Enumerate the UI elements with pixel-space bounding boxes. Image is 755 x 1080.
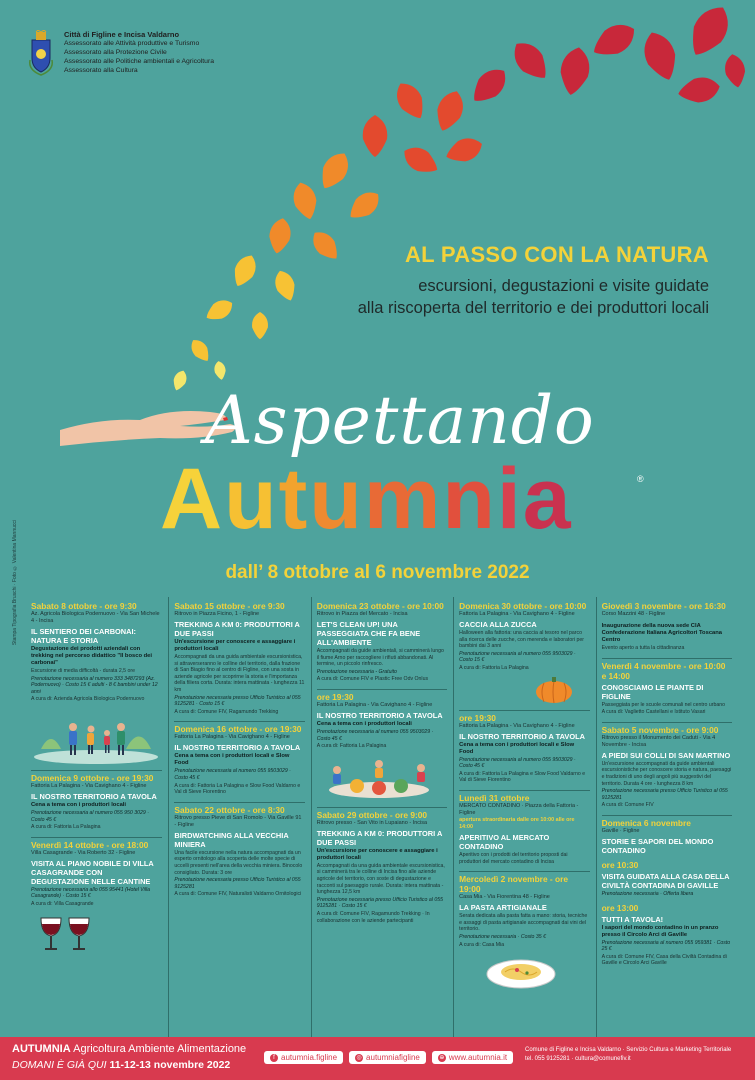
event-title: VISITA GUIDATA ALLA CASA DELLA CIVILTÀ CONTADINA DI GAVILLE — [601, 871, 730, 890]
assessorato-line: Assessorato alla Protezione Civile — [64, 49, 167, 56]
tagline-sub-2: alla riscoperta del territorio e dei produttori locali — [357, 299, 709, 317]
event-organizer: A cura di: Fattoria La Palagina — [316, 743, 387, 750]
event-title: APERITIVO AL MERCATO CONTADINO — [459, 832, 550, 851]
event-title: IL SENTIERO DEI CARBONAI: NATURA E STORIA — [31, 627, 136, 645]
autumn-leaves-illustration — [120, 0, 755, 420]
city-crest-icon — [26, 30, 56, 76]
event-title: TREKKING A KM 0: PRODUTTORI A DUE PASSI — [174, 620, 300, 638]
event-place: Fattoria La Palagina - Via Cavighano 4 - Figline — [174, 734, 290, 741]
program-columns — [26, 597, 738, 1037]
event-item — [317, 689, 447, 750]
footer-brand: AUTUMNIA — [12, 1043, 71, 1055]
event-item — [602, 601, 732, 652]
event-place: Fattoria La Palagina - Via Cavighano 4 - Figline — [316, 701, 433, 708]
event-title: STORIE E SAPORI DEL MONDO CONTADINO — [601, 836, 714, 855]
event-description: Un'escursione accompagnati da guide ambientali escursionistiche per conoscere storia e natura, paesaggi e tradizioni di uno degli angoli più suggestivi del territorio. Durata 4 ore - lunghezza 8 km — [601, 760, 732, 787]
event-subtitle: Degustazione dei prodotti aziendali con trekking nel percorso didattico "Il bosco dei carbonai" — [31, 646, 152, 666]
event-organizer: A cura di: Casa Mia — [459, 941, 505, 948]
event-date: Venerdì 4 novembre - ore 10:00 e 14:00 — [602, 658, 732, 681]
event-time: ore 19:30 — [317, 689, 447, 702]
event-booking: Prenotazione necessaria allo 055 95441 (Hotel Villa Casagrande) · Costo 15 € — [31, 886, 151, 900]
event-title: IL NOSTRO TERRITORIO A TAVOLA — [459, 731, 585, 741]
event-description: Accompagnati da una guida ambientale escursionistica, si camminerà tra le colline di Incisa fino alle aziende agricole del territorio, con soste di degustazione e racconti sul paesaggio rurale. Durata: intera mattinata - lunghezza 12,5 km — [316, 862, 445, 896]
tagline: AL PASSO CON LA NATURA — [404, 242, 709, 267]
event-place: Gaville · Figline — [601, 827, 640, 834]
event-item — [174, 601, 304, 715]
aspettando-script: Aspettando — [205, 382, 595, 459]
facebook-link[interactable] — [264, 1051, 343, 1064]
event-time: ore 13:00 — [601, 902, 639, 913]
event-booking: Prenotazione necessaria · Costo 35 € — [459, 933, 546, 940]
footer-dates: 11-12-13 novembre 2022 — [109, 1059, 231, 1071]
event-place: Ritrovo presso il Monumento dei Caduti - Via 4 Novembre - Incisa — [601, 734, 716, 748]
wordmark-letter: m — [363, 451, 443, 547]
event-place: Villa Casagrande - Via Roberto 32 - Figline — [31, 849, 136, 856]
instagram-handle: autumniafigline — [366, 1053, 420, 1062]
event-place: Fattoria La Palagina - Via Cavighano 4 - Figline — [31, 782, 147, 789]
contact-office: Comune di Figline e Incisa Valdarno · Servizio Cultura e Marketing Territoriale — [525, 1047, 732, 1053]
event-date: Sabato 22 ottobre - ore 8:30 — [174, 802, 304, 815]
event-place: Corso Mazzini 48 - Figline — [601, 611, 666, 617]
pumpkin-icon — [459, 674, 584, 704]
wordmark-letter: t — [278, 451, 310, 547]
event-subtitle: I sapori del mondo contadino in un pranzo presso il Circolo Arci di Gaville — [601, 924, 719, 938]
event-organizer: A cura di: Fattoria La Palagina e Slow Food Valdarno e Val di Sieve Fiorentino — [459, 770, 586, 784]
event-booking: Prenotazione necessaria presso Ufficio Turistico al 055 9125281 — [174, 877, 301, 890]
event-description: Escursione di media difficoltà - durata 2,5 ore — [31, 668, 135, 674]
event-subtitle: Cena a tema con i produttori locali — [316, 720, 412, 727]
event-place: Ritrovo in Piazza del Mercato - Incisa — [316, 611, 408, 617]
event-date: Domenica 23 ottobre - ore 10:00 — [316, 601, 444, 611]
instagram-link[interactable] — [349, 1051, 426, 1064]
autumnia-wordmark — [160, 451, 573, 547]
event-place: Ritrovo in Piazza Ficino, 1 - Figline — [174, 611, 260, 617]
event-booking: Prenotazione necessaria al numero 055 959381 · Costo 25 € — [601, 939, 731, 953]
event-booking: Prenotazione necessaria al numero 055 9503029 · Costo 45 € — [459, 756, 576, 770]
instagram-icon: ◎ — [356, 1054, 362, 1061]
event-booking: Prenotazione necessaria al numero 055 9503029 · Costo 45 € — [174, 768, 291, 781]
program-column-4 — [453, 597, 595, 1037]
event-title: CONOSCIAMO LE PIANTE DI FIGLINE — [601, 682, 704, 701]
event-date: Sabato 15 ottobre - ore 9:30 — [174, 601, 285, 611]
event-booking: Prenotazione necessaria · Offerta libera — [601, 890, 694, 897]
event-title: TUTTI A TAVOLA! — [601, 914, 664, 924]
globe-icon: ⊕ — [439, 1054, 445, 1061]
event-description: Aperitivo con i prodotti del territorio proposti dai produttori del mercato contadino di Incisa — [459, 851, 568, 865]
wordmark-letter: n — [442, 451, 497, 547]
event-organizer: A cura di: Azienda Agricola Biologica Podernuovo — [31, 696, 145, 703]
event-date: Sabato 5 novembre - ore 9:00 — [602, 722, 732, 735]
contact-details: tel. 055 9125281 · cultura@comunefiv.it — [525, 1056, 631, 1062]
event-item — [174, 721, 304, 795]
event-booking: Prenotazione necessaria presso Ufficio Turistico al 055 9125281 — [601, 788, 728, 801]
event-title: LET'S CLEAN UP! UNA PASSEGGIATA CHE FA BENE ALL'AMBIENTE — [316, 620, 421, 647]
event-description: Serata dedicata alla pasta fatta a mano: storia, tecniche e assaggi di pasta artigianale accompagnati dai vini del territorio. — [459, 913, 588, 933]
event-organizer: A cura di: Villa Casagrande — [31, 900, 94, 907]
event-item — [459, 790, 589, 865]
event-organizer: A cura di: Vaglietto Castellani e Istituto Vasari — [601, 709, 706, 716]
event-subtitle: Cena a tema con i produttori locali — [31, 801, 127, 808]
pasta-plate-icon — [459, 954, 584, 990]
dinner-table-illustration — [317, 756, 442, 801]
event-title: IL NOSTRO TERRITORIO A TAVOLA — [316, 710, 443, 720]
event-item — [317, 807, 447, 924]
event-booking: Prenotazione necessaria presso Ufficio Turistico al 055 9125281 · Costo 15 € — [316, 896, 443, 910]
event-title: IL NOSTRO TERRITORIO A TAVOLA — [31, 791, 157, 801]
program-column-2 — [168, 597, 310, 1037]
event-title: Inaugurazione della nuova sede CIA Confederazione Italiana Agricoltori Toscana Centro — [601, 623, 723, 643]
event-dates: dall’ 8 ottobre al 6 novembre 2022 — [225, 562, 530, 583]
event-item — [31, 770, 162, 831]
footer-tagline: DOMANI È GIÀ QUI — [12, 1059, 107, 1071]
autumnia-logo — [160, 451, 573, 547]
event-organizer: A cura di: Comune FIV, Ragamundo Trekking · In collaborazione con le aziende partecipanti — [316, 910, 430, 924]
print-credit: Stampa Tipografia Bruschi · Foto © Valentina Mannucci — [12, 520, 18, 646]
wordmark-letter: i — [496, 451, 523, 547]
event-date: Lunedì 31 ottobre — [459, 790, 589, 803]
event-booking: Prenotazione necessaria presso Ufficio Turistico al 055 9125281 · Costo 15 € — [174, 694, 301, 708]
facebook-icon: f — [270, 1054, 278, 1062]
assessorato-line: Assessorato alla Cultura — [64, 67, 138, 74]
event-item — [459, 871, 589, 948]
event-date: Domenica 6 novembre — [602, 815, 732, 828]
city-name: Città di Figline e Incisa Valdarno — [64, 30, 180, 39]
event-highlight: apertura straordinaria dalle ore 10:00 alle ore 14:00 — [459, 816, 575, 830]
event-item — [174, 802, 304, 898]
hikers-illustration — [31, 709, 161, 764]
event-place: Fattoria La Palagina - Via Cavighano 4 - Figline — [459, 611, 575, 617]
program-column-5 — [596, 597, 738, 1037]
event-organizer: A cura di: Comune FIV, Naturalisti Valdarno Ornitologici — [174, 891, 302, 898]
wordmark-letter: u — [309, 451, 364, 547]
program-column-3 — [311, 597, 453, 1037]
event-organizer: A cura di: Comune FIV e Plastic Free Odv Onlus — [316, 676, 429, 683]
event-time: ore 10:30 — [601, 859, 639, 870]
social-links — [264, 1051, 513, 1064]
event-subtitle: Cena a tema con i produttori locali e Slow Food — [174, 753, 290, 767]
event-item — [602, 815, 732, 967]
event-organizer: A cura di: Comune FIV, Ragamundo Trekking — [174, 708, 279, 715]
event-subtitle: Cena a tema con i produttori locali e Slow Food — [459, 741, 575, 755]
facebook-handle: autumnia.figline — [281, 1053, 338, 1062]
wine-glasses-icon — [31, 914, 111, 954]
event-title: CACCIA ALLA ZUCCA — [459, 620, 537, 629]
wordmark-letter: u — [224, 451, 279, 547]
website-link[interactable] — [432, 1051, 513, 1064]
wordmark-letter: a — [522, 451, 573, 547]
event-organizer: A cura di: Fattoria La Palagina — [459, 664, 529, 671]
website-url: www.autumnia.it — [448, 1053, 508, 1062]
event-time: ore 19:30 — [459, 710, 589, 723]
event-item — [602, 722, 732, 809]
event-organizer: A cura di: Comune FIV, Casa della Civiltà Contadina di Gaville e Circolo Arci Gaville — [601, 953, 727, 967]
event-date: Domenica 16 ottobre - ore 19:30 — [174, 721, 304, 734]
event-place: Casa Mia - Via Fiorentina 48 - Figline — [459, 894, 550, 901]
wordmark-letter: A — [160, 451, 225, 547]
event-item — [459, 601, 589, 672]
event-item — [31, 601, 162, 703]
registered-mark: ® — [637, 474, 644, 484]
event-date: Domenica 30 ottobre - ore 10:00 — [459, 601, 587, 611]
footer-brand-line — [12, 1043, 246, 1055]
footer-brand-sub: Agricoltura Ambiente Alimentazione — [73, 1043, 247, 1055]
event-item — [317, 601, 447, 683]
event-organizer: A cura di: Fattoria La Palagina — [31, 824, 101, 831]
footer-dates-line — [12, 1059, 230, 1071]
tagline-subtitle — [358, 275, 709, 319]
event-booking: Prenotazione necessaria al numero 055 950 3029 · Costo 45 € — [31, 809, 149, 823]
event-description: Halloween alla fattoria: una caccia al tesoro nel parco alla ricerca delle zucche, con merenda e laboratori per bambini dai 3 anni — [459, 630, 585, 650]
event-date: Mercoledì 2 novembre - ore 19:00 — [459, 871, 589, 894]
event-date: Sabato 8 ottobre - ore 9:30 — [31, 601, 137, 611]
footer-contact — [525, 1046, 731, 1064]
event-place: Fattoria La Palagina - Via Cavighano 4 - Figline — [459, 722, 575, 729]
event-title: IL NOSTRO TERRITORIO A TAVOLA — [174, 743, 301, 753]
event-organizer: A cura di: Fattoria La Palagina e Slow Food Valdarno e Val di Sieve Fiorentino — [174, 782, 301, 796]
event-title: LA PASTA ARTIGIANALE — [459, 903, 547, 913]
event-date: Domenica 9 ottobre - ore 19:30 — [31, 770, 162, 783]
event-title: TREKKING A KM 0: PRODUTTORI A DUE PASSI — [316, 828, 443, 847]
assessorato-line: Assessorato alle Politiche ambientali e Agricoltura — [64, 58, 214, 65]
event-place: Ritrovo presso Pieve di San Romolo - Via Gaville 91 - Figline — [174, 814, 302, 828]
footer-bar — [0, 1037, 755, 1080]
event-title: BIRDWATCHING ALLA VECCHIA MINIERA — [174, 830, 289, 849]
event-description: Accompagnati da guide ambientali, si camminerà lungo il fiume Arno per raccogliere i rifiuti abbandonati. Al termine, un piccolo rinfresco. — [316, 648, 444, 668]
program-column-1 — [26, 597, 168, 1037]
event-subtitle: Un'escursione per conoscere e assaggiare i produttori locali — [316, 847, 438, 861]
event-date: Giovedì 3 novembre - ore 16:30 — [601, 601, 726, 611]
event-place: Az. Agricola Biologica Podernuovo - Via San Michele 4 - Incisa — [31, 611, 160, 624]
event-booking: Prenotazione necessaria - Gratuito — [316, 668, 397, 675]
event-description: Accompagnati da una guida ambientale escursionistica, si attraverseranno le colline del territorio, dalla frazione di San Biagio fino al centro di Figline, con una sosta in aziende agricole per scoprirne la storia e l'importanza della filiera corta. Durata: intera mattinata - lunghezza 11 km — [174, 654, 305, 693]
event-subtitle: Un'escursione per conoscere e assaggiare i produttori locali — [174, 639, 296, 652]
event-date: Sabato 29 ottobre - ore 9:00 — [317, 807, 447, 820]
event-booking: Prenotazione necessaria al numero 055 9503029 · Costo 15 € — [459, 650, 576, 664]
event-date: Venerdì 14 ottobre - ore 18:00 — [31, 837, 162, 850]
event-item — [602, 658, 732, 716]
event-item — [31, 837, 162, 908]
event-description: Una facile escursione nella natura accompagnati da un esperto ornitologo alla scoperta delle molte specie di uccelli presenti nell'area della vecchia miniera. Binocolo consigliato. Durata: 3 ore — [174, 849, 303, 876]
event-place: MERCATO CONTADINO · Piazza della Fattoria - Figline — [459, 802, 579, 816]
tagline-sub-1: escursioni, degustazioni e visite guidate — [418, 277, 709, 295]
event-title: A PIEDI SUI COLLI DI SAN MARTINO — [601, 750, 731, 760]
event-booking: Prenotazione necessaria al numero 055 9503029 · Costo 45 € — [316, 728, 434, 742]
event-subtitle: Evento aperto a tutta la cittadinanza — [601, 645, 685, 651]
event-item — [459, 710, 589, 784]
event-organizer: A cura di: Comune FIV — [601, 802, 654, 809]
event-description: Passeggiata per le scuole comunali nel centro urbano — [601, 701, 725, 708]
event-title: VISITA AL PIANO NOBILE DI VILLA CASAGRANDE CON DEGUSTAZIONE NELLE CANTINE — [31, 858, 154, 886]
event-place: Ritrovo presso - San Vito in Lupaiano - Incisa — [316, 819, 428, 826]
event-booking: Prenotazione necessaria al numero 333 3487293 (Az. Podernuovo) · Costo 15 € adulti - 8 € bambini under 12 anni — [31, 675, 158, 695]
assessorato-line: Assessorato alle Attività produttive e Turismo — [64, 40, 200, 47]
